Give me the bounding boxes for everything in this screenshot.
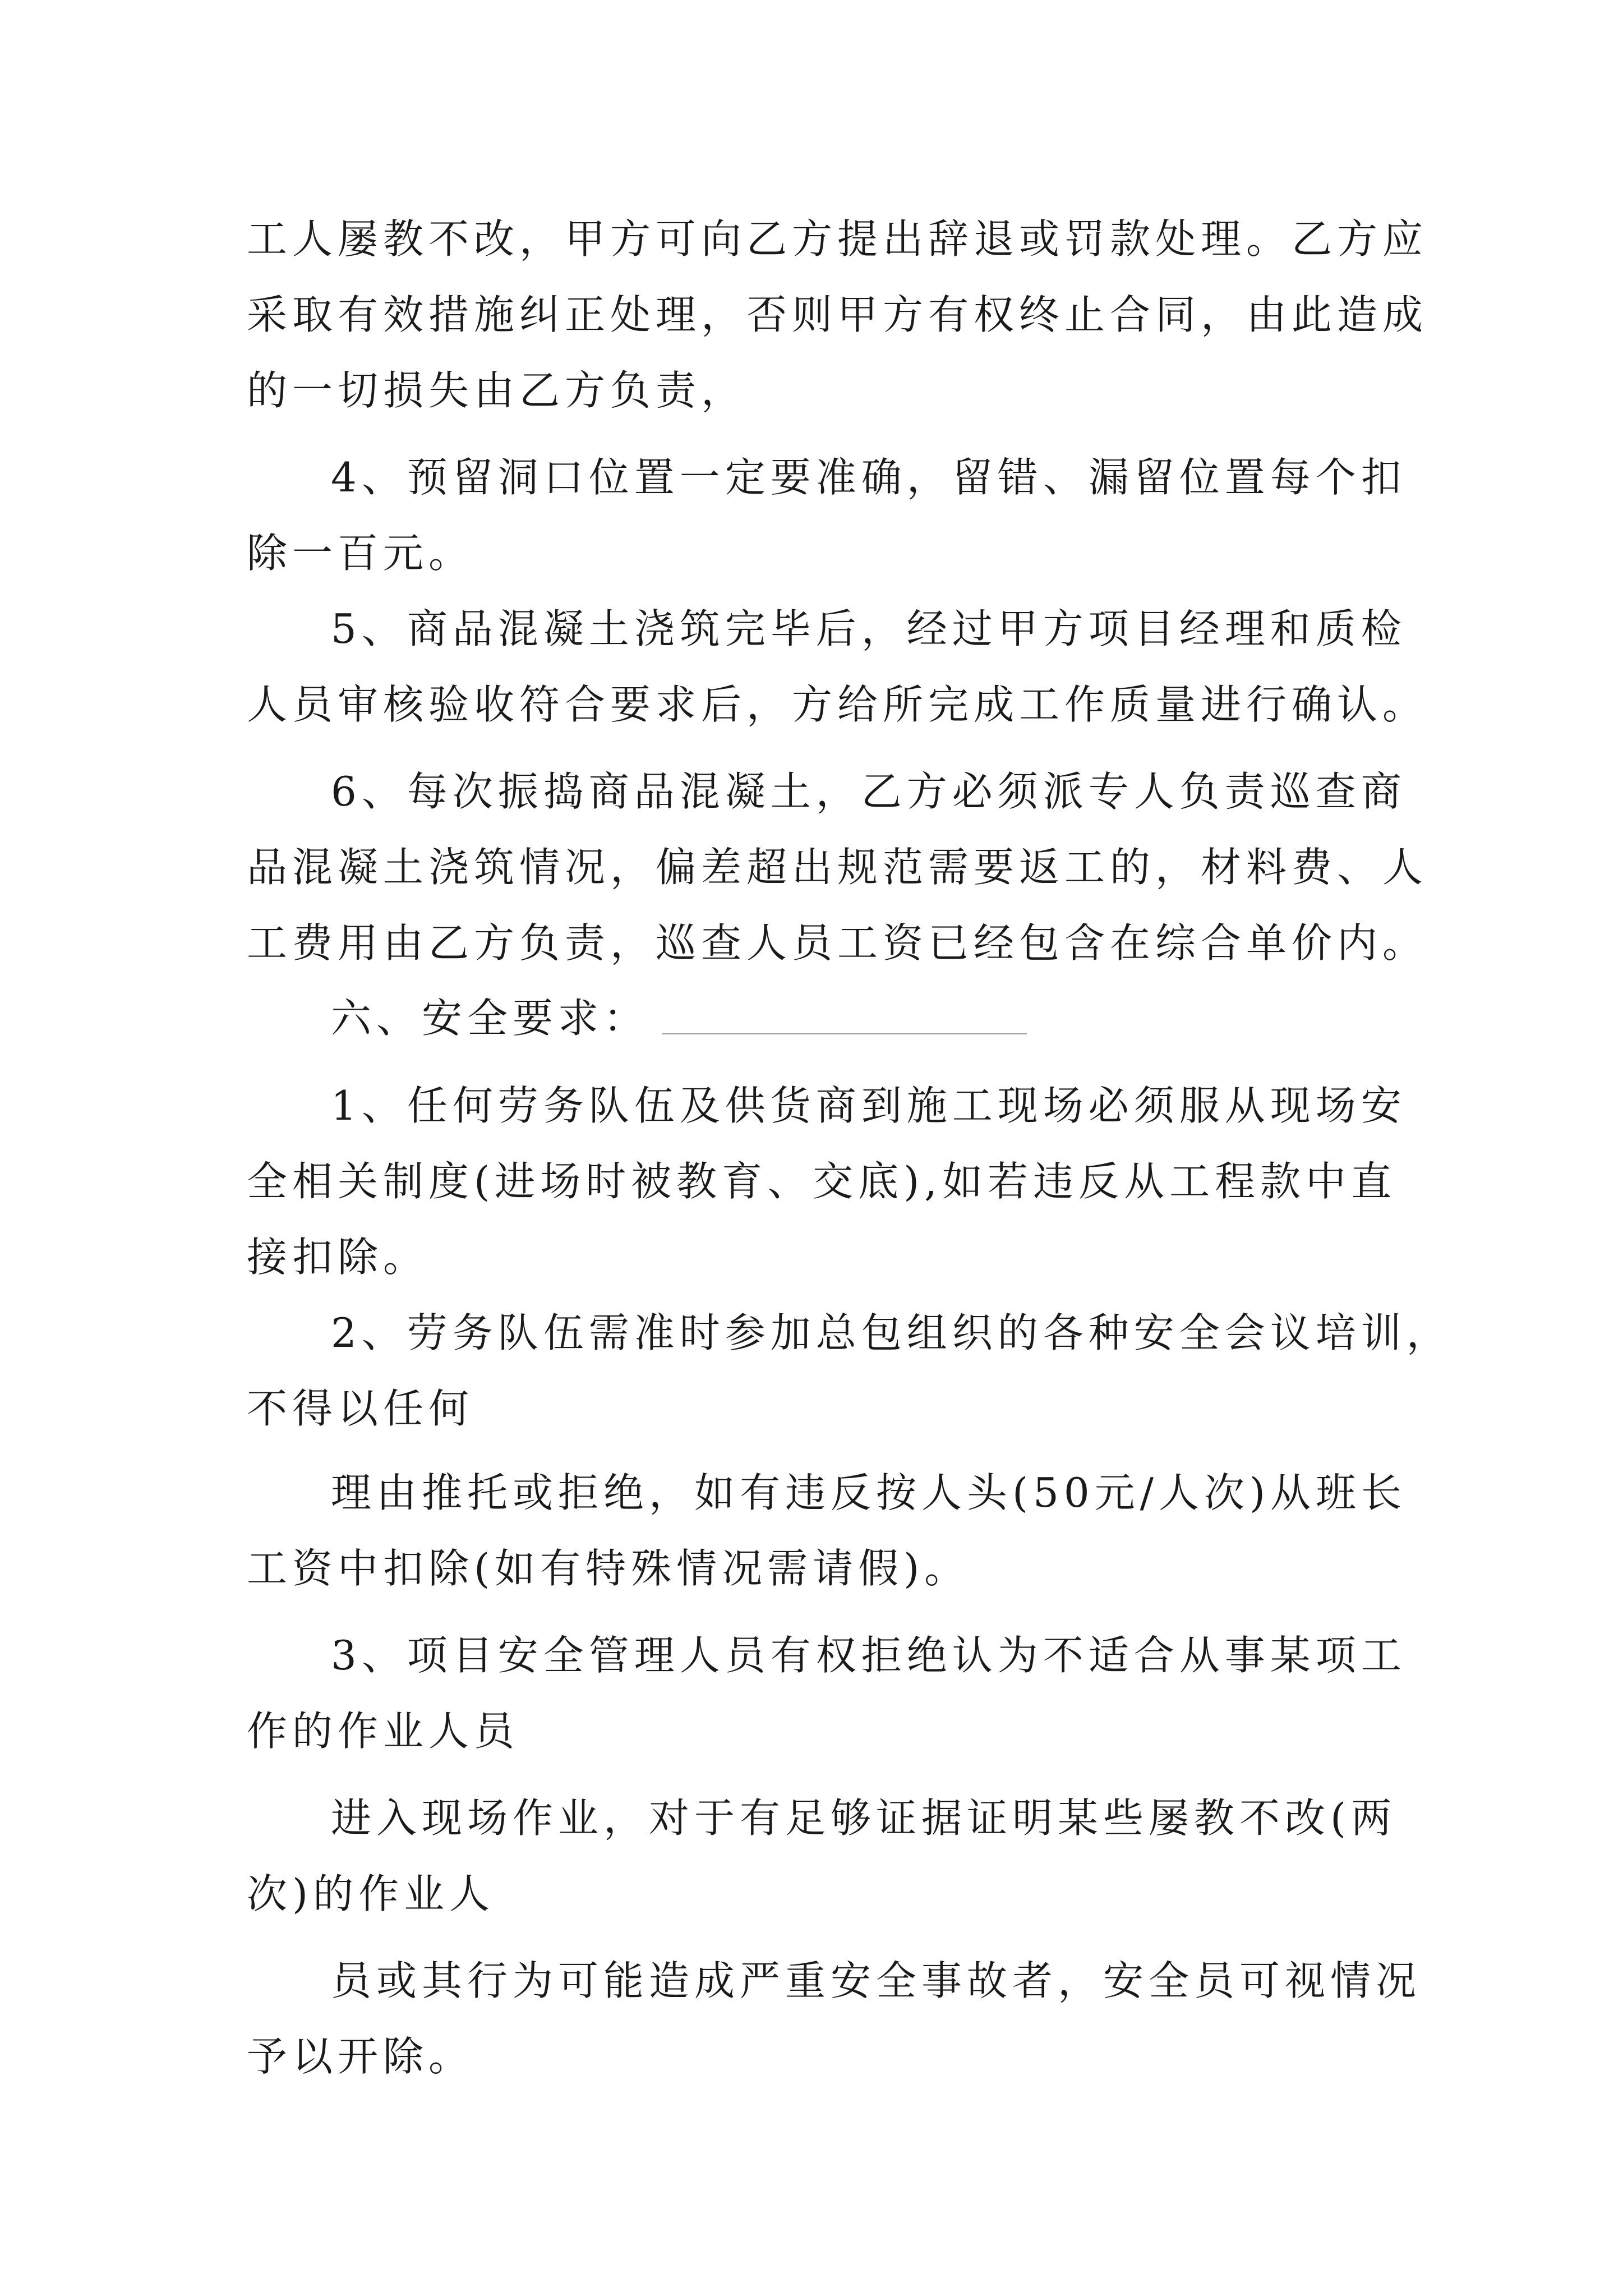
blank-fill-line [662, 1033, 1027, 1034]
text-line: 工费用由乙方负责，巡查人员工资已经包含在综合单价内。 [247, 919, 1428, 967]
text-line: 进入现场作业，对于有足够证据证明某些屡教不改(两 [331, 1795, 1397, 1842]
text-line: 品混凝土浇筑情况，偏差超出规范需要返工的，材料费、人 [247, 844, 1428, 891]
text-line: 的一切损失由乙方负责， [247, 367, 747, 414]
text-line: 5、商品混凝土浇筑完毕后，经过甲方项目经理和质检 [331, 605, 1407, 652]
text-line: 作的作业人员 [247, 1708, 520, 1755]
section-heading [331, 990, 1027, 1046]
text-line: 6、每次振捣商品混凝土，乙方必须派专人负责巡查商 [331, 768, 1407, 815]
text-line: 予以开除。 [247, 2033, 474, 2080]
text-line: 2、劳务队伍需准时参加总包组织的各种安全会议培训， [331, 1309, 1452, 1356]
text-line: 次)的作业人 [247, 1870, 495, 1917]
text-line: 人员审核验收符合要求后，方给所完成工作质量进行确认。 [247, 681, 1428, 728]
text-line: 1、任何劳务队伍及供货商到施工现场必须服从现场安 [331, 1082, 1407, 1129]
text-line: 不得以任何 [247, 1385, 474, 1432]
text-line: 除一百元。 [247, 530, 474, 577]
text-line: 工人屡教不改，甲方可向乙方提出辞退或罚款处理。乙方应 [247, 215, 1428, 263]
text-line: 理由推托或拒绝，如有违反按人头(50元/人次)从班长 [331, 1469, 1407, 1516]
text-line: 工资中扣除(如有特殊情况需请假)。 [247, 1545, 970, 1592]
text-line: 3、项目安全管理人员有权拒绝认为不适合从事某项工 [331, 1632, 1407, 1679]
text-line: 4、预留洞口位置一定要准确，留错、漏留位置每个扣 [331, 454, 1407, 501]
text-line: 全相关制度(进场时被教育、交底),如若违反从工程款中直 [247, 1158, 1397, 1205]
text-line: 采取有效措施纠正处理，否则甲方有权终止合同，由此造成 [247, 291, 1428, 338]
section-heading-text: 六、安全要求： [331, 995, 649, 1042]
text-line: 接扣除。 [247, 1234, 429, 1281]
text-line: 员或其行为可能造成严重安全事故者，安全员可视情况 [331, 1957, 1422, 2004]
